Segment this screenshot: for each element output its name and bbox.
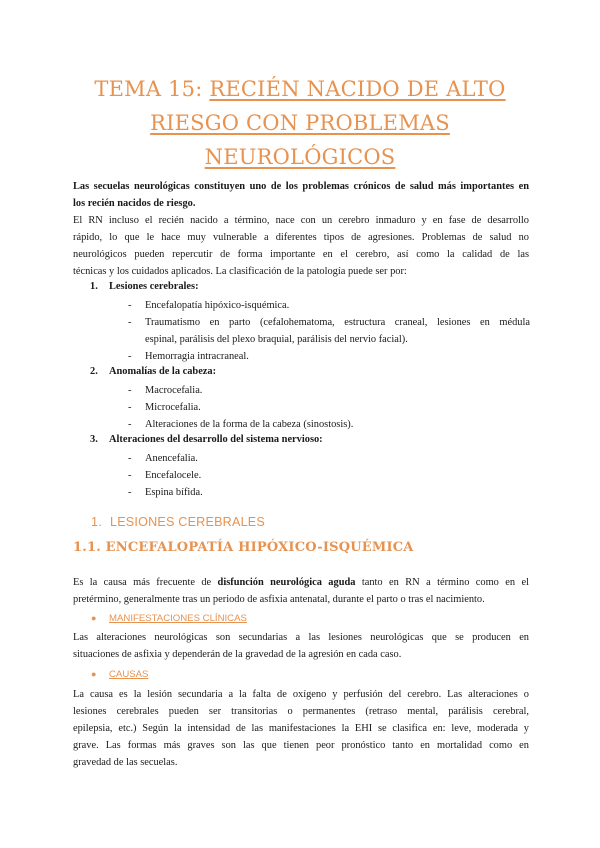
title-line-1: RECIÉN NACIDO DE ALTO — [209, 77, 506, 101]
causas-line-4: grave. Las formas más graves son las que tienen peor pronóstico tanto en mortalidad como en — [73, 740, 529, 751]
causas-line-2: lesiones cerebrales pueden ser transitorias o permanentes (retraso mental, parálisis cerebral, — [73, 706, 529, 717]
classification-label: Alteraciones del desarrollo del sistema nervioso: — [109, 434, 323, 445]
intro-line-1: El RN incluso el recién nacido a término, nace con un cerebro inmaduro y en fase de desarrollo — [73, 215, 529, 226]
classification-label: Lesiones cerebrales: — [109, 281, 199, 292]
title-prefix: TEMA 15: — [94, 77, 210, 101]
bullet-icon: ● — [91, 669, 97, 679]
manifest-line-2: situaciones de asfixia y dependerán de la gravedad de la agresión en cada caso. — [73, 649, 402, 660]
section-heading-lesiones: 1. LESIONES CEREBRALES — [91, 515, 265, 529]
intro-line-2: rápido, lo que le hace muy vulnerable a diferentes tipos de agresiones. Problemas de salud no — [73, 232, 529, 243]
ehi-intro-line-1: Es la causa más frecuente de disfunción neurológica aguda tanto en RN a término como en el — [73, 577, 529, 588]
document-page: TEMA 15: RECIÉN NACIDO DE ALTO RIESGO CON PROBLEMAS NEUROLÓGICOS Las secuelas neurológicas constituyen uno de los problemas crónicos de salud más importantes en los recién nacidos de riesgo. El RN incluso el recién nacido a término, nace con un cerebro inmaduro y en fase de desarrollo rápido, lo que le hace muy vulnerable a diferentes tipos de agresiones. Problemas de salud no neurológicos pueden repercutir de forma importante en el cerebro, así como la calidad de las técnicas y los cuidados aplicados. La clasificación de la patología puede ser por: 1. Lesiones cerebrales: - Encefalopatía hipóxico-isquémica. - Traumatismo en parto (cefalohematoma, estructura craneal, lesiones en médula espinal, parálisis del plexo braquial, parálisis del nervio facial). - Hemorragia intracraneal. 2. Anomalías de la cabeza: - Macrocefalia. - Microcefalia. - Alteraciones de la forma de la cabeza (sinostosis). 3. Alteraciones del desarrollo del sistema nervioso: - Anencefalia. - Encefalocele. - Espina bífida. 1. LESIONES CEREBRALES 1.1. ENCEFALOPATÍA HIPÓXICO-ISQUÉMICA Es la causa más frecuente de disfunción neurológica aguda tanto en RN a término como en el pretérmino, generalmente tras un periodo de asfixia antenatal, durante el parto o tras el nacimiento. ● MANIFESTACIONES CLÍNICAS Las alteraciones neurológicas son secundarias a las lesiones neurológicas que se producen en situaciones de asfixia y dependerán de la gravedad de la agresión en cada caso. ● CAUSAS La causa es la lesión secundaria a la falta de oxígeno y perfusión del cerebro. Las alteraciones o lesiones cerebrales pueden ser transitorias o permanentes (retraso mental, parálisis cerebral, epilepsia, etc.) Según la intensidad de las manifestaciones la EHI se clasifica en: leve, moderada y grave. Las formas más graves son las que tienen peor pronóstico tanto en mortalidad como en gravedad de las secuelas. — [0, 0, 600, 848]
causas-line-5: gravedad de las secuelas. — [73, 757, 178, 768]
intro-line-3: neurológicos pueden repercutir de forma importante en el cerebro, así como la calidad de las — [73, 249, 529, 260]
ehi-intro-line-2: pretérmino, generalmente tras un periodo de asfixia antenatal, durante el parto o tras el nacimiento. — [73, 594, 485, 605]
causas-heading: ● CAUSAS — [91, 669, 149, 680]
title-line-2: RIESGO CON PROBLEMAS NEUROLÓGICOS — [150, 111, 450, 169]
intro-line-4: técnicas y los cuidados aplicados. La clasificación de la patología puede ser por: — [73, 266, 407, 277]
manifestaciones-heading: ● MANIFESTACIONES CLÍNICAS — [91, 613, 247, 624]
manifest-line-1: Las alteraciones neurológicas son secundarias a las lesiones neurológicas que se producen en — [73, 632, 529, 643]
causas-line-3: epilepsia, etc.) Según la intensidad de las manifestaciones la EHI se clasifica en: leve, moderada y — [73, 723, 529, 734]
classification-label: Anomalías de la cabeza: — [109, 366, 217, 377]
classification-item-1: 1. Lesiones cerebrales: — [90, 281, 199, 292]
bullet-icon: ● — [91, 613, 97, 623]
intro-bold-line-1: Las secuelas neurológicas constituyen uno de los problemas crónicos de salud más importantes en — [73, 181, 529, 192]
subsection-heading-ehi: 1.1. ENCEFALOPATÍA HIPÓXICO-ISQUÉMICA — [73, 540, 414, 555]
intro-bold-line-2: los recién nacidos de riesgo. — [73, 198, 196, 209]
causas-line-1: La causa es la lesión secundaria a la falta de oxígeno y perfusión del cerebro. Las alteraciones o — [73, 689, 529, 700]
classification-item-2: 2. Anomalías de la cabeza: — [90, 366, 217, 377]
classification-item-3: 3. Alteraciones del desarrollo del sistema nervioso: — [90, 434, 323, 445]
document-title — [60, 72, 540, 174]
